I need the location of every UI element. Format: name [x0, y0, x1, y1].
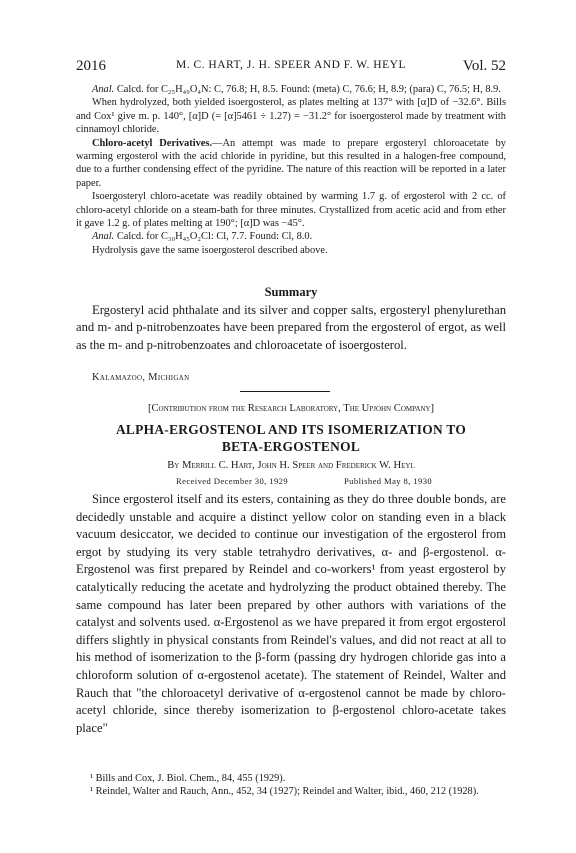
running-head: M. C. HART, J. H. SPEER AND F. W. HEYL: [176, 59, 406, 71]
summary-heading: Summary: [264, 285, 318, 299]
title-line-1: ALPHA-ERGOSTENOL AND ITS ISOMERIZATION TO: [115, 422, 467, 437]
footnote-2: ¹ Reindel, Walter and Rauch, Ann., 452, 34 (1927); Reindel and Walter, ibid., 460, 212 (1928).: [90, 786, 479, 798]
received-date: Received December 30, 1929: [176, 476, 289, 486]
published-date: Published May 8, 1930: [344, 476, 433, 486]
title-line-2: BETA-ERGOSTENOL: [221, 439, 361, 454]
hydrolysis-paragraph: When hydrolyzed, both yielded isoergosterol, as plates melting at 137° with [α]D of −32.6°. Bills and Cox¹ give m. p. 140°, [α]D (= [α]5461 ÷ 1.27) = −31.2° for isoergosterol made by treatment with cinnamoyl chloride.: [76, 97, 506, 136]
contribution-line: [Contribution from the Research Laboratory, The Upjohn Company]: [147, 403, 435, 414]
location: Kalamazoo, Michigan: [92, 372, 190, 383]
analysis2-paragraph: Anal. Calcd. for C₃₀H₄₅O₂Cl: Cl, 7.7. Found: Cl, 8.0.: [92, 231, 313, 243]
page-number: 2016: [76, 58, 106, 74]
chloro-acetyl-paragraph: Chloro-acetyl Derivatives.—An attempt was made to prepare ergosteryl chloroacetate by warming ergosterol with the acid chloride in pyridine, but this resulted in a halogen-free compound, due to a further condensing effect of the pyridine. The nature of this reaction will be reported in a later paper.: [76, 137, 506, 189]
page-header: [76, 58, 506, 76]
article-body: [76, 491, 506, 737]
body-paragraph: Since ergosterol itself and its esters, containing as they do three double bonds, are decidedly unstable and acquire a distinct yellow color on standing even in a black vacuum desiccator, we decided to continue our investigation of the ergosterol from ergot by studying its very stable tetrahydro derivatives, α- and β-ergostenol. α-Ergostenol was first prepared by Reindel and co-workers¹ from yeast ergosterol by catalytically reducing the acetate and hydrolyzing the product obtained thereby. The same compound has later been prepared by other authors with variations of the catalyst and solvents used. α-Ergostenol as we have prepared it from ergot ergosterol differs slightly in physical constants from Reindel's values, and did not react at all to his method of isomerization to the β-form (passing dry hydrogen chloride gas into a chloroform solution of α-ergostenol acetate). The statement of Reindel, Walter and Rauch that "the chloroacetyl derivative of α-ergostenol cannot be made by chloro-acetyl chloride, since thereby isomerization to β-ergostenol chloro-acetate takes place": [76, 492, 506, 735]
hydrolysis2-paragraph: Hydrolysis gave the same isoergosterol described above.: [92, 244, 328, 256]
byline: By Merrill C. Hart, John H. Speer and Frederick W. Heyl: [167, 460, 415, 471]
experimental-section: [76, 83, 506, 257]
footnotes: [76, 772, 506, 799]
volume-number: Vol. 52: [462, 58, 506, 74]
summary-paragraph: Ergosteryl acid phthalate and its silver and copper salts, ergosteryl phenylurethan and m- and p-nitrobenzoates have been prepared from the ergosterol of ergot, as well as the m- and p-nitrobenzoates and chloroacetate of isoergosterol.: [76, 303, 506, 352]
isoergosteryl-paragraph: Isoergosteryl chloro-acetate was readily obtained by warming 1.7 g. of ergosterol with 2 cc. of chloro-acetyl chloride on a steam-bath for three minutes. Crystallized from acetic acid and from ether it gave 1.2 g. of plates melting at 190°; [α]D was −45°.: [76, 191, 506, 230]
footnote-1: ¹ Bills and Cox, J. Biol. Chem., 84, 455 (1929).: [90, 773, 286, 784]
section-divider: [240, 391, 330, 392]
article-title: [76, 421, 506, 455]
analysis-paragraph: Anal. Calcd. for C₂₅H₄₉O₄N: C, 76.8; H, 8.5. Found: (meta) C, 76.6; H, 8.9; (para) C, 76.5; H, 8.9.: [92, 84, 501, 95]
summary-text-block: [76, 302, 506, 354]
chloro-acetyl-heading: Chloro-acetyl Derivatives.: [92, 137, 213, 149]
